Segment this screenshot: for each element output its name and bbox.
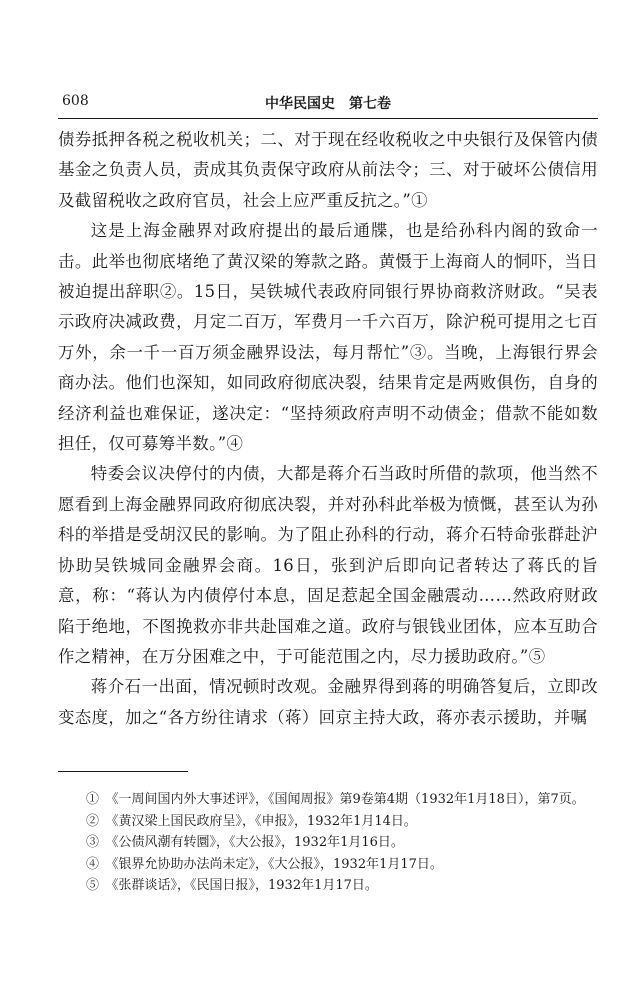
paragraph: 蒋介石一出面，情况顿时改观。金融界得到蒋的明确答复后，立即改变态度，加之“各方纷往请求（蒋）回京主持大政，蒋亦表示援助，并嘱 [58,677,598,727]
header-rule [58,118,598,119]
footnote: ④ 《银界允协助办法尚未定》，《大公报》，1932年1月17日。 [86,856,443,872]
footnote: ① 《一周间国内外大事述评》，《国闻周报》第9卷第4期（1932年1月18日），第7页。 [86,792,585,807]
footnotes [58,789,598,897]
paragraph: 这是上海金融界对政府提出的最后通牒，也是给孙科内阁的致命一击。此举也彻底堵绝了黄汉梁的筹款之路。黄慑于上海商人的恫吓，当日被迫提出辞职②。15日，吴铁城代表政府同银行界协商救济财政。“吴表示政府决减政费，月定二百万，军费月一千六百万，除沪税可提用之七百万外，余一千一百万须金融界设法，每月帮忙”③。当晚，上海银行界会商办法。他们也深知，如同政府彻底决裂，结果肯定是两败俱伤，自身的经济利益也难保证，遂决定：“坚持须政府声明不动债金；借款不能如数担任，仅可募筹半数。”④ [58,221,598,454]
footnote-rule [58,771,188,772]
page-number: 608 [62,93,89,109]
footnote: ⑤ 《张群谈话》，《民国日报》，1932年1月17日。 [86,878,378,894]
running-title: 中华民国史 第七卷 [265,96,391,112]
footnote: ② 《黄汉梁上国民政府呈》，《申报》，1932年1月14日。 [86,813,417,829]
page-header [58,93,598,117]
footnote: ③ 《公债风潮有转圜》，《大公报》，1932年1月16日。 [86,835,404,851]
paragraph-continued: 债券抵押各税之税收机关；二、对于现在经收税收之中央银行及保管内债基金之负责人员，责成其负责保守政府从前法令；三、对于破坏公债信用及截留税收之政府官员，社会上应严重反抗之。”① [58,130,598,210]
paragraph: 特委会议决停付的内债，大都是蒋介石当政时所借的款项，他当然不愿看到上海金融界同政府彻底决裂，并对孙科此举极为愤慨，甚至认为孙科的举措是受胡汉民的影响。为了阻止孙科的行动，蒋介石特命张群赴沪协助吴铁城同金融界会商。16日，张到沪后即向记者转达了蒋氏的旨意，称：“蒋认为内债停付本息，固足惹起全国金融震动……然政府财政陷于绝地，不图挽救亦非共赴国难之道。政府与银钱业团体，应本互助合作之精神，在万分困难之中，于可能范围之内，尽力援助政府。”⑤ [58,464,598,666]
body-text [58,125,598,733]
